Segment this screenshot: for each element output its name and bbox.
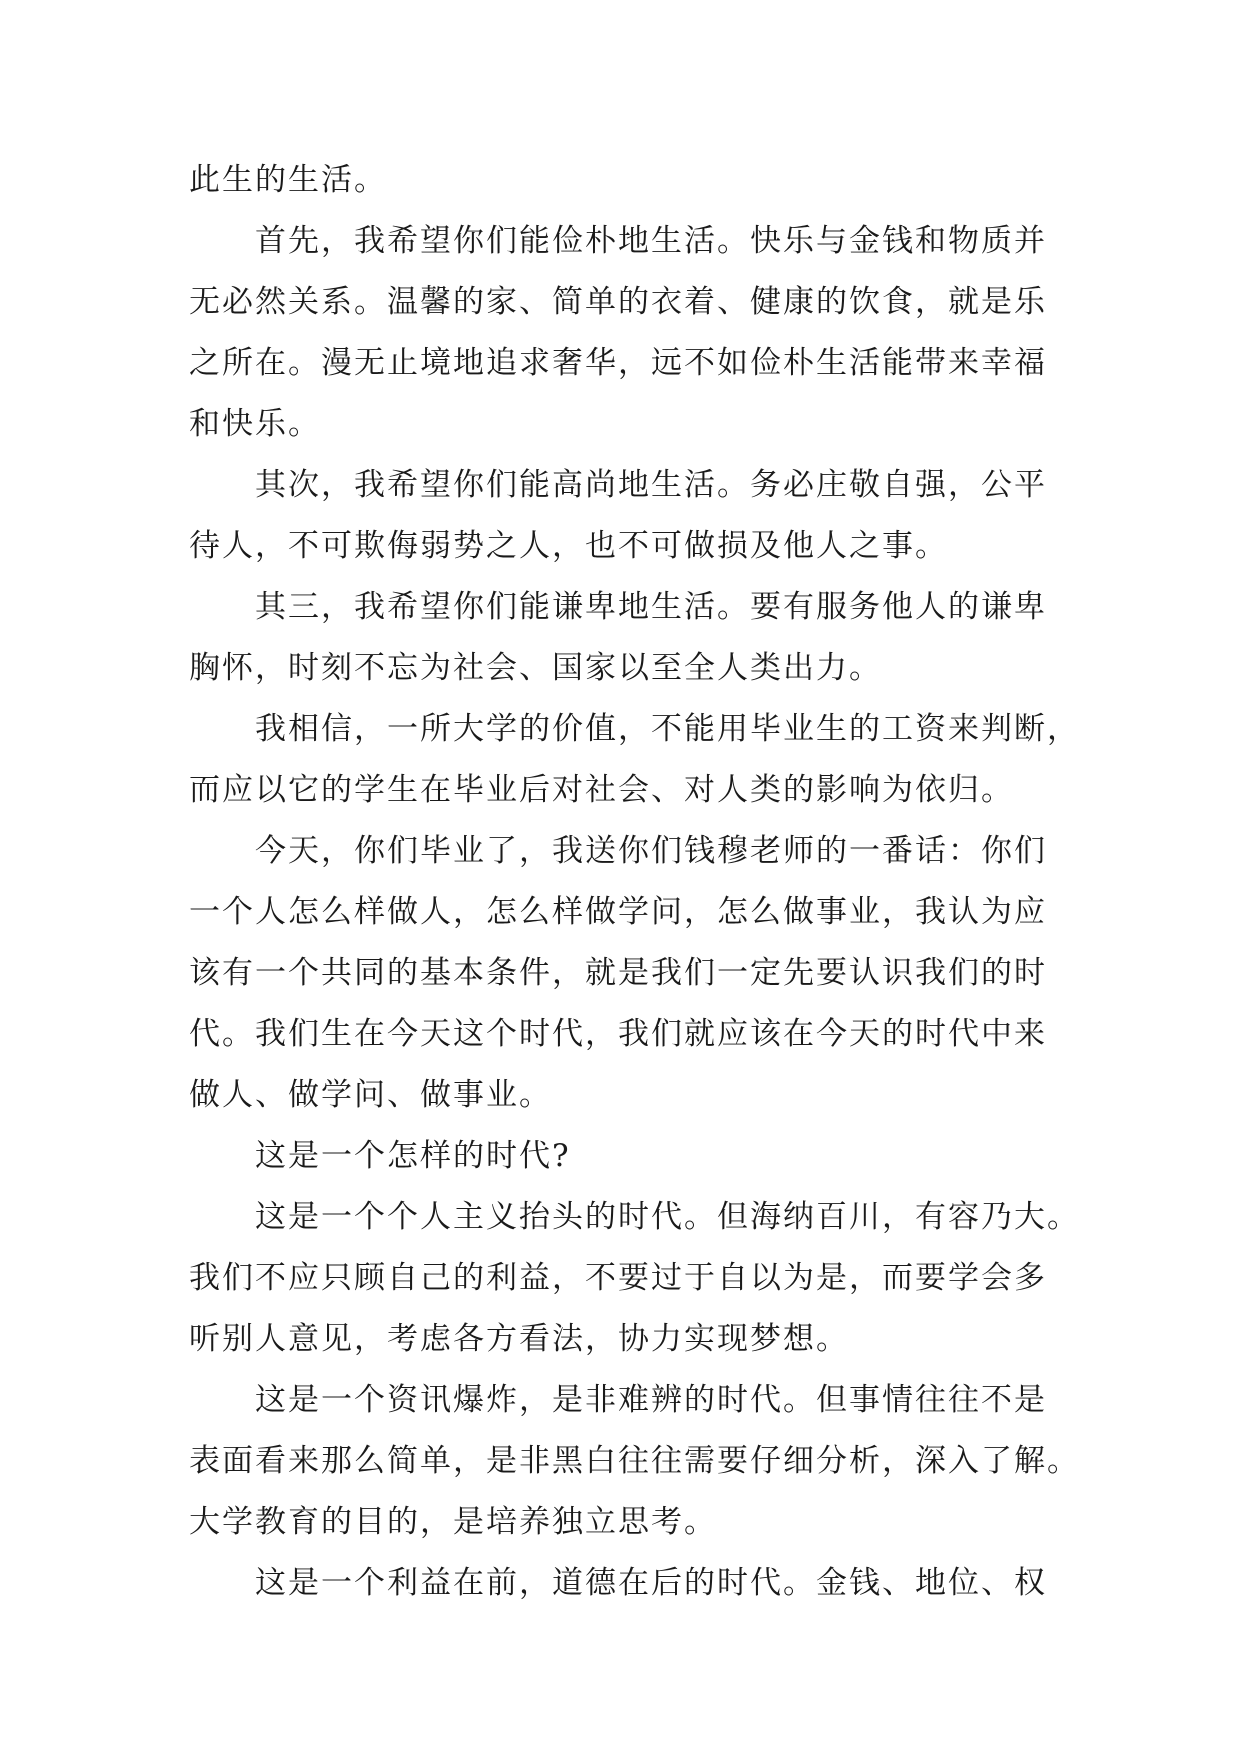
text-line: 一个人怎么样做人，怎么样做学问，怎么做事业，我认为应 xyxy=(189,894,1047,930)
paragraph xyxy=(189,699,1080,821)
text-line: 这是一个利益在前，道德在后的时代。金钱、地位、权 xyxy=(255,1565,1047,1601)
paragraph xyxy=(189,1553,1069,1614)
paragraph xyxy=(189,150,1069,211)
text-line: 这是一个资讯爆炸，是非难辨的时代。但事情往往不是 xyxy=(255,1382,1047,1418)
paragraph xyxy=(189,211,1069,455)
text-line: 听别人意见，考虑各方看法，协力实现梦想。 xyxy=(189,1321,849,1357)
text-line: 之所在。漫无止境地追求奢华，远不如俭朴生活能带来幸福 xyxy=(189,345,1047,381)
paragraph xyxy=(189,1187,1080,1370)
text-line: 这是一个个人主义抬头的时代。但海纳百川，有容乃大。 xyxy=(255,1199,1080,1235)
text-line: 大学教育的目的，是培养独立思考。 xyxy=(189,1504,717,1540)
text-line: 其次，我希望你们能高尚地生活。务必庄敬自强，公平 xyxy=(255,467,1047,503)
text-line: 我相信，一所大学的价值，不能用毕业生的工资来判断， xyxy=(255,711,1080,747)
text-line: 首先，我希望你们能俭朴地生活。快乐与金钱和物质并 xyxy=(255,223,1047,259)
text-line: 这是一个怎样的时代? xyxy=(255,1138,571,1174)
text-line: 无必然关系。温馨的家、简单的衣着、健康的饮食，就是乐 xyxy=(189,284,1047,320)
document-body xyxy=(189,150,1080,1614)
text-line: 和快乐。 xyxy=(189,406,321,442)
text-line: 该有一个共同的基本条件，就是我们一定先要认识我们的时 xyxy=(189,955,1047,991)
text-line: 而应以它的学生在毕业后对社会、对人类的影响为依归。 xyxy=(189,772,1014,808)
text-line: 表面看来那么简单，是非黑白往往需要仔细分析，深入了解。 xyxy=(189,1443,1080,1479)
paragraph xyxy=(189,577,1069,699)
text-line: 此生的生活。 xyxy=(189,162,387,198)
text-line: 做人、做学问、做事业。 xyxy=(189,1077,552,1113)
text-line: 今天，你们毕业了，我送你们钱穆老师的一番话：你们 xyxy=(255,833,1047,869)
paragraph xyxy=(189,1370,1080,1553)
text-line: 代。我们生在今天这个时代，我们就应该在今天的时代中来 xyxy=(189,1016,1047,1052)
text-line: 其三，我希望你们能谦卑地生活。要有服务他人的谦卑 xyxy=(255,589,1047,625)
text-line: 胸怀，时刻不忘为社会、国家以至全人类出力。 xyxy=(189,650,882,686)
paragraph xyxy=(189,455,1069,577)
text-line: 我们不应只顾自己的利益，不要过于自以为是，而要学会多 xyxy=(189,1260,1047,1296)
paragraph xyxy=(189,1126,1069,1187)
text-line: 待人，不可欺侮弱势之人，也不可做损及他人之事。 xyxy=(189,528,948,564)
paragraph xyxy=(189,821,1069,1126)
